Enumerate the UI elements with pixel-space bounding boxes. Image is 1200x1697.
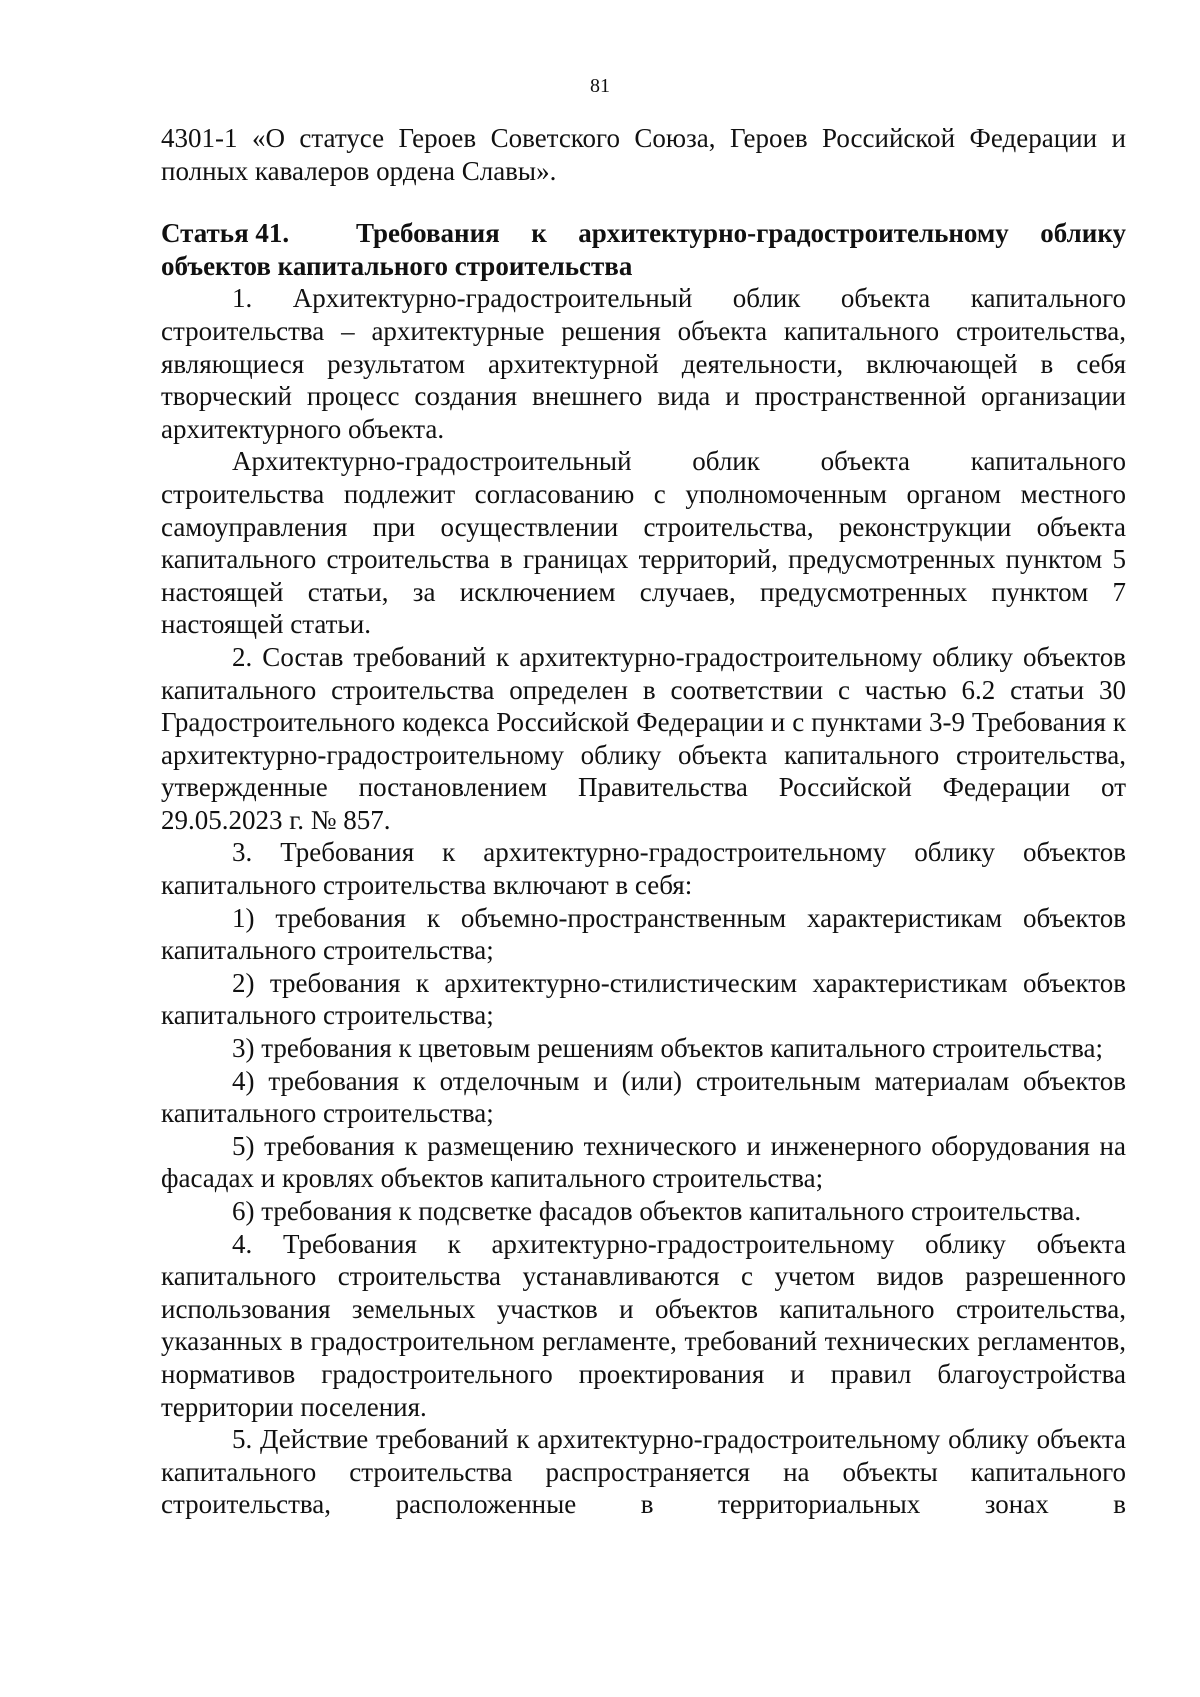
page-number: 81 (590, 75, 610, 97)
paragraph-1: 1. Архитектурно-градостроительный облик объекта капитального строительства – архитектурные решения объекта капитального строительства, являющиеся результатом архитектурной деятельности, включающей в себя творческий процесс создания внешнего вида и пространственной организации архитектурного объекта. (161, 283, 1126, 444)
list-item-3: 3) требования к цветовым решениям объектов капитального строительства; (232, 1033, 1103, 1064)
list-item-2: 2) требования к архитектурно-стилистическим характеристикам объектов капитального строительства; (161, 967, 1126, 1031)
article-title: Требования к архитектурно-градостроительному облику объектов капитального строительства (161, 218, 1126, 281)
intro-continuation: 4301-1 «О статусе Героев Советского Союза, Героев Российской Федерации и полных кавалеров ордена Славы». (161, 123, 1126, 186)
list-item-6: 6) требования к подсветке фасадов объектов капитального строительства. (232, 1196, 1082, 1226)
list-item-5: 5) требования к размещению технического и инженерного оборудования на фасадах и кровлях объектов капитального строительства; (161, 1130, 1126, 1194)
list-item-4: 4) требования к отделочным и (или) строительным материалам объектов капитального строительства; (161, 1065, 1126, 1129)
article-heading (161, 217, 1126, 282)
list-item-1: 1) требования к объемно-пространственным характеристикам объектов капитального строительства; (161, 902, 1126, 966)
paragraph-5: 5. Действие требований к архитектурно-градостроительному облику объекта капитального строительства распространяется на объекты капитального строительства, расположенные в территориальных зонах в (161, 1424, 1126, 1520)
paragraph-1-approval: Архитектурно-градостроительный облик объекта капитального строительства подлежит согласованию с уполномоченным органом местного самоуправления при осуществлении строительства, реконструкции объекта капитального строительства в границах территорий, предусмотренных пунктом 5 настоящей статьи, за исключением случаев, предусмотренных пунктом 7 настоящей статьи. (161, 446, 1126, 640)
paragraph-2: 2. Состав требований к архитектурно-градостроительному облику объектов капитального строительства определен в соответствии с частью 6.2 статьи 30 Градостроительного кодекса Российской Федерации и с пунктами 3-9 Требования к архитектурно-градостроительному облику объекта капитального строительства, утвержденные постановлением Правительства Российской Федерации от 29.05.2023 г. № 857. (161, 641, 1126, 835)
article-label: Статья 41. (161, 218, 290, 249)
document-body (161, 122, 1126, 1521)
paragraph-3: 3. Требования к архитектурно-градостроительному облику объектов капитального строительства включают в себя: (161, 837, 1126, 901)
paragraph-4: 4. Требования к архитектурно-градостроительному облику объекта капитального строительства устанавливаются с учетом видов разрешенного использования земельных участков и объектов капитального строительства, указанных в градостроительном регламенте, требований технических регламентов, нормативов градостроительного проектирования и правил благоустройства территории поселения. (161, 1228, 1126, 1422)
